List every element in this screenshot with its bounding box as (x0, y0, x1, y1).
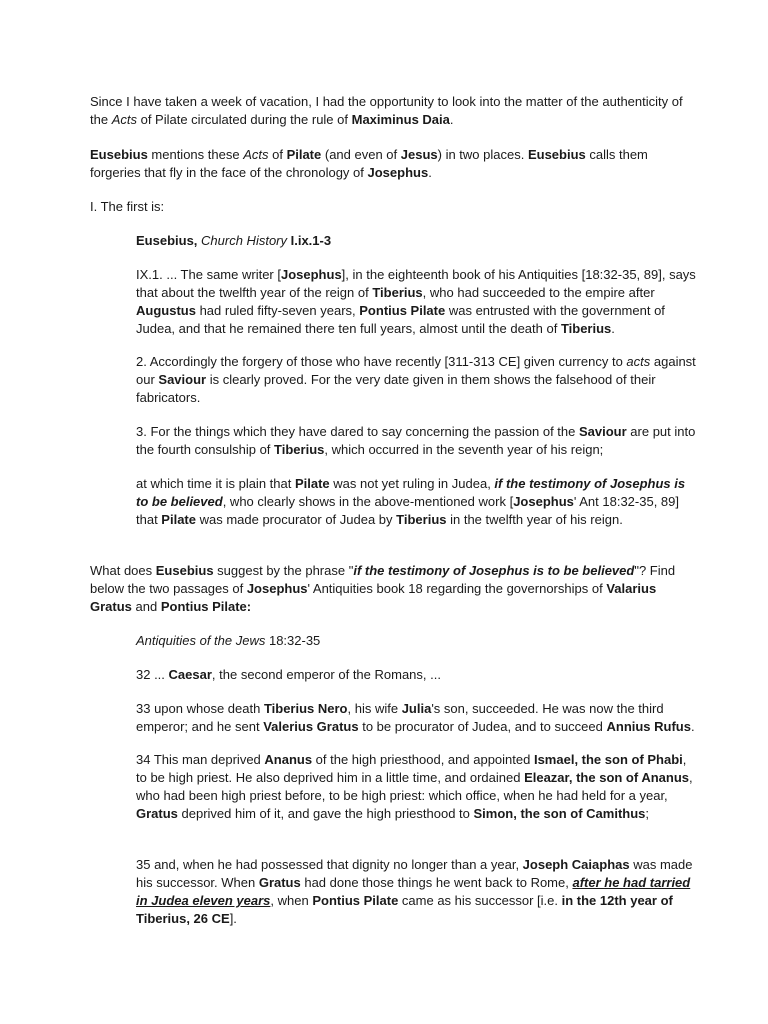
section-heading: I. The first is: (90, 199, 165, 214)
quote-ix3: 3. For the things which they have dared to say concerning the passion of the Saviour are put into the fourth consulship of Tiberius, which occurred in the seventh year of his reign; (136, 424, 696, 457)
quote-ix1: IX.1. ... The same writer [Josephus], in the eighteenth book of his Antiquities [18:32-35, 89], says that about the twelfth year of the reign of Tiberius, who had succeeded to the empire after Augustus had ruled fifty-seven years, Pontius Pilate was entrusted with the government of Judea, and that he remained there ten full years, almost until the death of Tiberius. (136, 267, 696, 336)
quote-ix2: 2. Accordingly the forgery of those who have recently [311-313 CE] given currency to acts against our Saviour is clearly proved. For the very date given in them shows the falsehood of their fabricators. (136, 354, 696, 405)
intro-paragraph: Since I have taken a week of vacation, I had the opportunity to look into the matter of the authenticity of the Acts of Pilate circulated during the rule of Maximinus Daia. (90, 94, 683, 127)
antiquities-34: 34 This man deprived Ananus of the high priesthood, and appointed Ismael, the son of Phabi, to be high priest. He also deprived him in a little time, and ordained Eleazar, the son of Ananus, who had been high priest before, to be high priest: which office, when he had held for a year, Gratus deprived him of it, and gave the high priesthood to Simon, the son of Camithus; (136, 752, 693, 821)
source-citation-eusebius: Eusebius, Church History I.ix.1-3 (136, 233, 332, 248)
quote-ix3-continued: at which time it is plain that Pilate was not yet ruling in Judea, if the testimony of Josephus is to be believed, who clearly shows in the above-mentioned work [Josephus' Ant 18:32-35, 89] that Pilate was made procurator of Judea by Tiberius in the twelfth year of his reign. (136, 476, 686, 527)
antiquities-32: 32 ... Caesar, the second emperor of the Romans, ... (136, 667, 441, 682)
eusebius-paragraph: Eusebius mentions these Acts of Pilate (and even of Jesus) in two places. Eusebius calls them forgeries that fly in the face of the chronology of Josephus. (90, 147, 648, 180)
question-paragraph: What does Eusebius suggest by the phrase "if the testimony of Josephus is to be believed"? Find below the two passages of Josephus' Antiquities book 18 regarding the governorships of Valarius Gratus and Pontius Pilate: (90, 563, 676, 614)
antiquities-33: 33 upon whose death Tiberius Nero, his wife Julia's son, succeeded. He was now the third emperor; and he sent Valerius Gratus to be procurator of Judea, and to succeed Annius Rufus. (136, 701, 695, 734)
source-citation-antiquities: Antiquities of the Jews 18:32-35 (136, 633, 321, 648)
antiquities-35: 35 and, when he had possessed that dignity no longer than a year, Joseph Caiaphas was made his successor. When Gratus had done those things he went back to Rome, after he had tarried in Judea eleven years, when Pontius Pilate came as his successor [i.e. in the 12th year of Tiberius, 26 CE]. (136, 857, 693, 926)
